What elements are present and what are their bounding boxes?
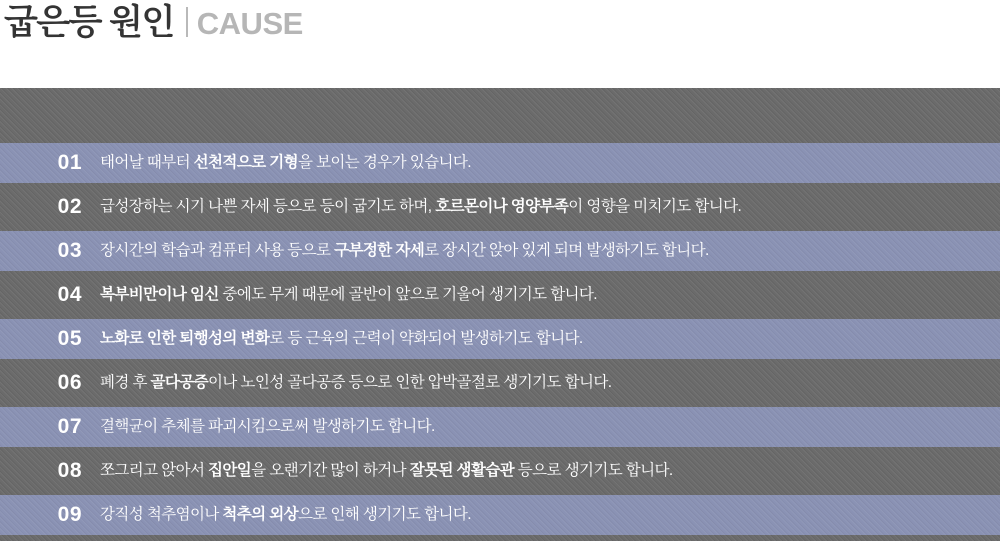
- list-item-number: 09: [57, 503, 82, 526]
- list-item-text-emphasis: 복부비만이나 임신: [100, 286, 219, 303]
- list-item-text-emphasis: 집안일: [208, 462, 252, 479]
- list-item-text-plain: 로 장시간 앉아 있게 되며 발생하기도 합니다.: [424, 242, 709, 259]
- list-item-text: [100, 153, 1000, 173]
- list-item: [0, 231, 1000, 271]
- list-item-text-plain: 쪼그리고 앉아서: [100, 462, 209, 479]
- list-item: [0, 143, 1000, 183]
- page-title: [0, 0, 303, 44]
- list-item-text-plain: 등으로 생기기도 합니다.: [514, 462, 673, 479]
- list-item-text-emphasis: 선천적으로 기형: [193, 154, 298, 171]
- list-item-text-plain: 급성장하는 시기 나쁜 자세 등으로 등이 굽기도 하며,: [100, 198, 436, 215]
- list-item-text-emphasis: 구부정한 자세: [334, 242, 425, 259]
- list-item-text-emphasis: 노화로 인한 퇴행성의 변화: [100, 330, 270, 347]
- list-item-text-plain: 로 등 근육의 근력이 약화되어 발생하기도 합니다.: [269, 330, 583, 347]
- list-item-text: [100, 241, 1000, 261]
- list-item-text-emphasis: 척추의 외상: [222, 506, 298, 523]
- cause-list-panel: [0, 88, 1000, 541]
- list-item-text-plain: 을 보이는 경우가 있습니다.: [297, 154, 471, 171]
- list-item-number: 06: [57, 371, 82, 394]
- page-header: [0, 0, 1000, 88]
- list-item-text-plain: 결핵균이 추체를 파괴시킴으로써 발생하기도 합니다.: [100, 418, 435, 435]
- list-item: [0, 407, 1000, 447]
- list-item-number: 08: [57, 459, 82, 482]
- cause-list: [0, 143, 1000, 535]
- list-item-text-emphasis: 호르몬이나 영양부족: [435, 198, 569, 215]
- list-item-number: 04: [57, 283, 82, 306]
- list-item-text-plain: 장시간의 학습과 컴퓨터 사용 등으로: [100, 242, 335, 259]
- list-item-text: [100, 505, 1000, 525]
- list-item-number: 01: [57, 151, 82, 174]
- list-item-text: [100, 417, 1000, 437]
- list-item: [0, 495, 1000, 535]
- page-title-korean: 굽은등 원인: [4, 3, 174, 42]
- list-item-text: [100, 285, 1000, 305]
- list-item-text: [100, 461, 1000, 481]
- list-item: [0, 187, 1000, 227]
- list-item-text-plain: 태어날 때부터: [100, 154, 194, 171]
- list-item-text-plain: 중에도 무게 때문에 골반이 앞으로 기울어 생기기도 합니다.: [218, 286, 598, 303]
- list-item-text-plain: 을 오랜기간 많이 하거나: [251, 462, 410, 479]
- list-item-text-plain: 강직성 척추염이나: [100, 506, 223, 523]
- list-item-number: 05: [57, 327, 82, 350]
- list-item-text-emphasis: 골다공증: [150, 374, 209, 391]
- list-item: [0, 451, 1000, 491]
- list-item-number: 07: [57, 415, 82, 438]
- list-item-text-plain: 이 영향을 미치기도 합니다.: [568, 198, 742, 215]
- list-item-text-emphasis: 잘못된 생활습관: [409, 462, 515, 479]
- page-title-english: CAUSE: [196, 6, 303, 41]
- list-item-text: [100, 197, 1000, 217]
- list-item-text-plain: 이나 노인성 골다공증 등으로 인한 압박골절로 생기기도 합니다.: [208, 374, 612, 391]
- list-item: [0, 275, 1000, 315]
- list-item: [0, 319, 1000, 359]
- list-item-text-plain: 폐경 후: [100, 374, 151, 391]
- list-item-number: 02: [57, 195, 82, 218]
- list-item: [0, 363, 1000, 403]
- list-item-number: 03: [57, 239, 82, 262]
- list-item-text-plain: 으로 인해 생기기도 합니다.: [297, 506, 471, 523]
- list-item-text: [100, 373, 1000, 393]
- list-item-text: [100, 329, 1000, 349]
- title-divider: [186, 7, 188, 37]
